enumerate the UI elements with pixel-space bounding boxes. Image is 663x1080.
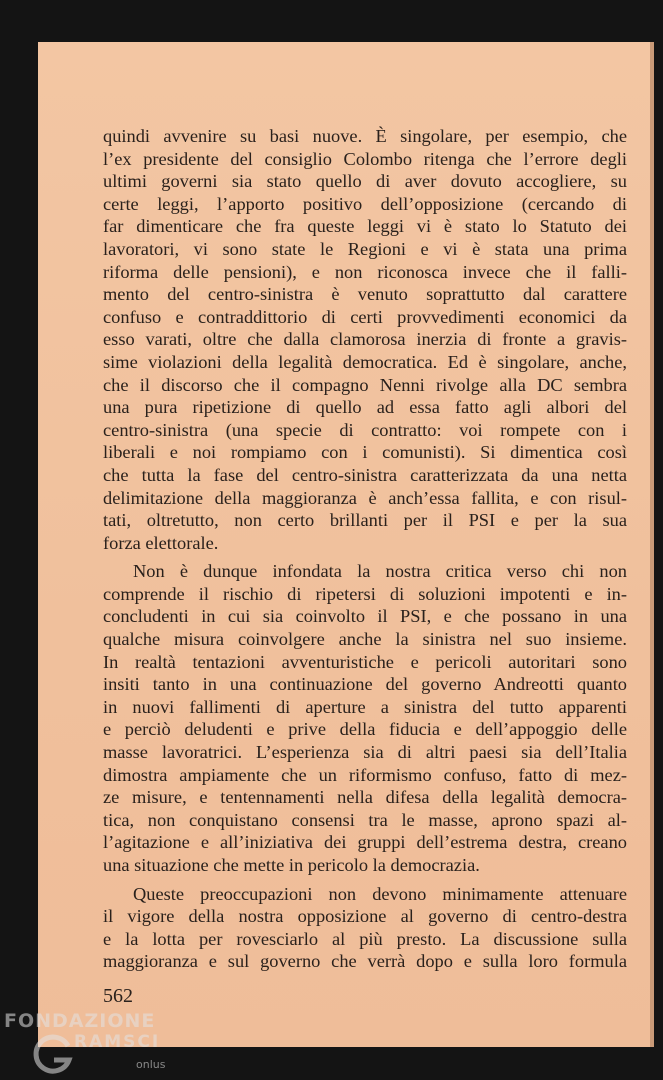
text-line: che il discorso che il compagno Nenni rivolge alla DC sembra — [103, 374, 627, 395]
text-line: far dimenticare che fra queste leggi vi è stato lo Statuto dei — [103, 216, 627, 237]
text-line: che tutta la fase del centro-sinistra caratterizzata da una netta — [103, 464, 627, 485]
text-line: tati, oltretutto, non certo brillanti per il PSI e per la sua — [103, 510, 627, 531]
book-page — [38, 42, 654, 1047]
text-line: l’agitazione e all’iniziativa dei gruppi dell’estrema destra, creano — [103, 832, 627, 853]
body-text — [103, 125, 627, 973]
text-line: qualche misura coinvolgere anche la sinistra nel suo insieme. — [103, 629, 627, 650]
text-line: in nuovi fallimenti di aperture a sinistra del tutto apparenti — [103, 696, 627, 717]
text-line: una situazione che mette in pericolo la democrazia. — [103, 855, 480, 875]
page-edge — [650, 42, 654, 1047]
text-line: ultimi governi sia stato quello di aver dovuto accogliere, su — [103, 171, 627, 192]
text-line: Non è dunque infondata la nostra critica verso chi non — [133, 561, 627, 582]
text-line: centro-sinistra (una specie di contratto: voi rompete con i — [103, 419, 627, 440]
text-line: mento del centro-sinistra è venuto soprattutto dal carattere — [103, 284, 627, 305]
text-line: delimitazione della maggioranza è anch’essa fallita, e con risul- — [103, 487, 627, 508]
watermark-line-2: RAMSCI — [74, 1032, 161, 1052]
text-line: ze misure, e tentennamenti nella difesa della legalità democra- — [103, 787, 627, 808]
text-line: il vigore della nostra opposizione al governo di centro-destra — [103, 906, 627, 927]
text-line: maggioranza e sul governo che verrà dopo e sulla loro formula — [103, 951, 627, 972]
text-line: una pura ripetizione di quello ad essa fatto agli albori del — [103, 397, 627, 418]
text-line: masse lavoratrici. L’esperienza sia di altri paesi sia dell’Italia — [103, 742, 627, 763]
text-line: confuso e contraddittorio di certi provvedimenti economici da — [103, 306, 627, 327]
text-line: dimostra ampiamente che un riformismo confuso, fatto di mez- — [103, 764, 627, 785]
text-line: tica, non conquistano consensi tra le masse, aprono spazi al- — [103, 809, 627, 830]
text-line: riforma delle pensioni), e non riconosca invece che il falli- — [103, 261, 627, 282]
text-line: liberali e noi rompiamo con i comunisti). Si dimentica così — [103, 442, 627, 463]
text-line: e la lotta per rovesciarlo al più presto. La discussione sulla — [103, 928, 627, 949]
page-number: 562 — [103, 985, 133, 1007]
text-line: forza elettorale. — [103, 532, 219, 553]
text-line: l’ex presidente del consiglio Colombo ritenga che l’errore degli — [103, 148, 627, 169]
text-line: certe leggi, l’apporto positivo dell’opposizione (cercando di — [103, 193, 627, 214]
watermark-line-1: FONDAZIONE — [4, 1010, 156, 1032]
watermark-line-3: onlus — [136, 1058, 166, 1071]
text-line: comprende il rischio di ripetersi di soluzioni impotenti e in- — [103, 583, 627, 604]
text-line: lavoratori, vi sono state le Regioni e vi è stata una prima — [103, 238, 627, 259]
text-line: quindi avvenire su basi nuove. È singolare, per esempio, che — [103, 126, 627, 146]
text-line: sime violazioni della legalità democratica. Ed è singolare, anche, — [103, 351, 627, 372]
text-line: In realtà tentazioni avventuristiche e pericoli autoritari sono — [103, 651, 627, 672]
paragraph-3 — [103, 883, 627, 973]
paragraph-2 — [103, 560, 627, 876]
text-line: esso varati, oltre che dalla clamorosa inerzia di fronte a gravis- — [103, 329, 627, 350]
text-line: concludenti in cui sia coinvolto il PSI, e che possano in una — [103, 606, 627, 627]
text-line: e perciò deludenti e prive della fiducia e dell’appoggio delle — [103, 719, 627, 740]
text-line: insiti tanto in una continuazione del governo Andreotti quanto — [103, 674, 627, 695]
text-line: Queste preoccupazioni non devono minimamente attenuare — [133, 883, 627, 904]
paragraph-1 — [103, 125, 627, 554]
